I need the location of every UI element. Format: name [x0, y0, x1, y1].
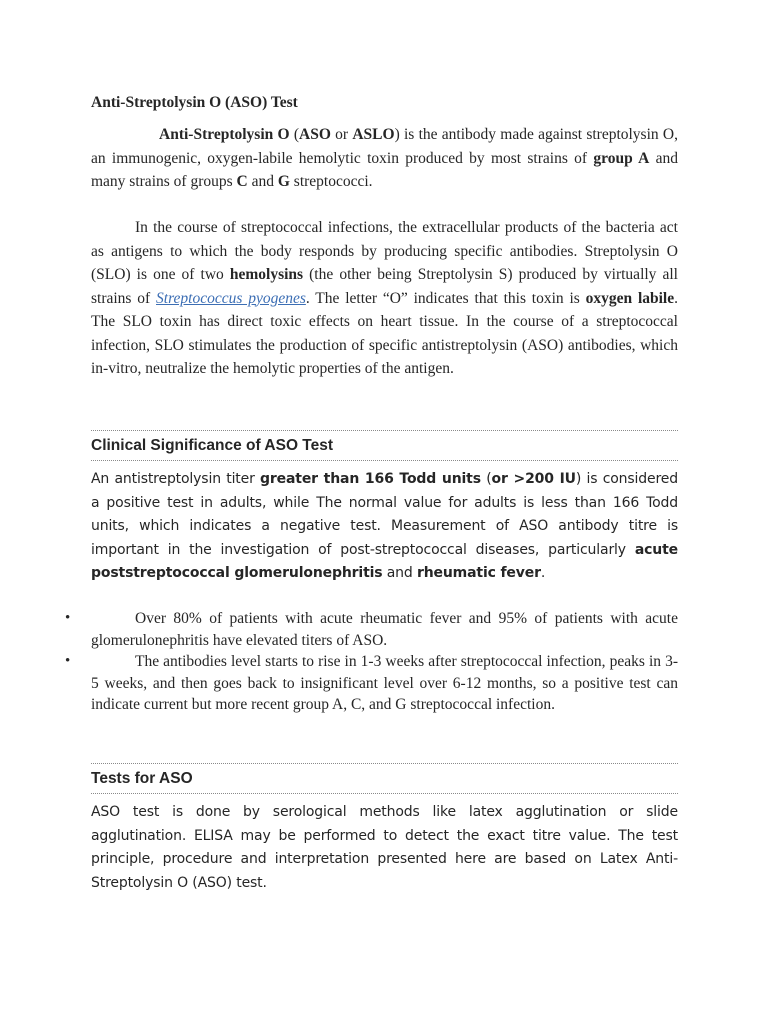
- term-aso: ASO: [299, 126, 331, 143]
- tests-for-aso-paragraph: ASO test is done by serological methods like latex agglutination or slide agglutination. ELISA may be performed to detect the exact titre value. The test principle, procedure and interpretation presented here are based on Latex Anti-Streptolysin O (ASO) test.: [91, 804, 678, 891]
- text-run: and: [247, 173, 278, 190]
- text-run: (the other being Streptolysin S) produced by virtually all strains of: [91, 266, 678, 307]
- term-aso-full: Anti-Streptolysin O: [159, 126, 290, 143]
- text-run: streptococci.: [289, 173, 373, 190]
- text-run: and many strains of groups: [91, 149, 678, 190]
- text-run: . The letter “O” indicates that this toxin is: [305, 289, 586, 307]
- bullet-icon: •: [65, 610, 71, 626]
- term-iu: or >200 IU: [491, 471, 576, 487]
- list-item: [65, 651, 678, 716]
- term-c: C: [236, 173, 248, 190]
- text-run: and: [382, 565, 417, 581]
- streptococcus-pyogenes-link[interactable]: Streptococcus pyogenes: [156, 289, 306, 307]
- term-glomerulonephritis: acute poststreptococcal glomerulonephritis: [91, 541, 678, 581]
- term-g: G: [277, 173, 290, 190]
- clinical-significance-heading: Clinical Significance of ASO Test: [91, 437, 334, 454]
- text-run: ) is the antibody made against streptolysin O, an immunogenic, oxygen-labile hemolytic toxin produced by most strains of: [91, 126, 678, 167]
- bullet-icon: •: [65, 653, 71, 669]
- term-hemolysins: hemolysins: [229, 266, 304, 283]
- term-group-a: group A: [593, 149, 650, 167]
- text-run: or: [330, 126, 353, 143]
- term-aslo: ASLO: [352, 126, 395, 143]
- text-run: In the course of streptococcal infections, the extracellular products of the bacteria act as antigens to which the body responds by producing specific antibodies. Streptolysin O (SLO) is one of two: [91, 219, 678, 283]
- section-divider: [91, 793, 678, 794]
- bullet-text: The antibodies level starts to rise in 1-3 weeks after streptococcal infection, peaks in 3-5 weeks, and then goes back to insignificant level over 6-12 months, so a positive test can indicate current but more recent group A, C, and G streptococcal infection.: [91, 653, 678, 713]
- term-oxygen-labile: oxygen labile: [585, 289, 675, 307]
- document-title: Anti-Streptolysin O (ASO) Test: [91, 94, 298, 111]
- text-run: . The SLO toxin has direct toxic effects on heart tissue. In the course of a streptococcal infection, SLO stimulates the production of specific antistreptolysin (ASO) antibodies, which in-vitro, neutralize the hemolytic properties of the antigen.: [91, 289, 678, 377]
- text-run: ) is considered a positive test in adults, while The normal value for adults is less than 166 Todd units, which indicates a negative test. Measurement of ASO antibody titre is important in the investigation of post-streptococcal diseases, particularly: [91, 471, 678, 558]
- term-rheumatic-fever: rheumatic fever: [416, 565, 541, 581]
- tests-for-aso-heading: Tests for ASO: [91, 770, 193, 787]
- section-divider: [91, 430, 678, 431]
- section-divider: [91, 460, 678, 461]
- section-divider: [91, 763, 678, 764]
- text-run: (: [289, 126, 300, 143]
- clinical-significance-paragraph: [91, 468, 678, 586]
- text-run: (: [480, 471, 492, 487]
- intro-paragraph: [91, 123, 678, 194]
- streptococcal-paragraph: [91, 216, 678, 381]
- text-run: .: [540, 565, 546, 581]
- list-item: [65, 608, 678, 651]
- bullet-text: Over 80% of patients with acute rheumatic fever and 95% of patients with acute glomerulonephritis have elevated titers of ASO.: [91, 610, 678, 649]
- term-todd-units: greater than 166 Todd units: [260, 471, 481, 487]
- text-run: An antistreptolysin titer: [91, 471, 261, 487]
